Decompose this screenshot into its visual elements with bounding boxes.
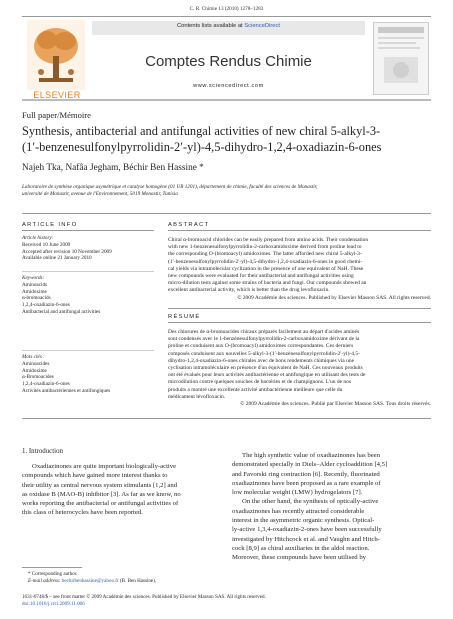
mot-cle: Aminoacides bbox=[22, 360, 50, 367]
body-line: as oxidase B (MAO-B) inhibitor [3]. As far as we know, no bbox=[22, 490, 181, 498]
resume-line: proline et conduisent aux O-(bromoacyl) amidoximes correspondantes. Ces derniers bbox=[168, 343, 354, 350]
mots-cles bbox=[22, 354, 154, 395]
abstract-line: excellent antibacterial activity, which is better than the drug levofloxacin. bbox=[168, 287, 330, 294]
abstract-line: cal yields via intramolecular cyclization in the presence of one equivalent of NaH. These bbox=[168, 265, 364, 272]
author-list: Najeh Tka, Nafâa Jegham, Béchir Ben Hassine * bbox=[22, 163, 204, 173]
resume-line: produits a montré une excellente activité antibactérienne meilleure que celle du bbox=[168, 386, 343, 393]
history-item: Available online 21 January 2010 bbox=[22, 255, 92, 262]
body-line: Oxadiazinones are quite important biologically-active bbox=[32, 463, 177, 470]
resume-line: composés conduisent aux nouvelles 5-alkyl-3-(1′-benzènesulfonylpyrrolidin-2′-yl)-4,5- bbox=[168, 350, 360, 357]
email-line bbox=[22, 578, 221, 585]
intro-right-column bbox=[232, 451, 431, 563]
divider bbox=[22, 418, 431, 419]
keyword: 1,2,4-oxadiazin-6-ones bbox=[22, 302, 70, 309]
divider bbox=[22, 213, 431, 214]
email-link[interactable]: bechirbenhassine@yahoo.fr bbox=[61, 577, 119, 584]
mots-label: Mots clés : bbox=[22, 354, 45, 360]
history-item: Accepted after revision 10 November 2009 bbox=[22, 248, 112, 255]
divider bbox=[168, 308, 431, 309]
body-line: compounds which have gained more interest thanks to bbox=[22, 472, 168, 480]
body-line: oxadiazinones have been proposed as a rare example of bbox=[232, 479, 381, 487]
keyword: Aminoacids bbox=[22, 281, 48, 288]
corresponding-author: * Corresponding author. bbox=[28, 571, 78, 577]
divider bbox=[22, 271, 154, 272]
article-title bbox=[22, 124, 434, 155]
doi-link[interactable]: doi:10.1016/j.crci.2009.11.006 bbox=[22, 600, 85, 607]
keyword: α-bromoacids bbox=[22, 295, 51, 302]
article-history bbox=[22, 235, 154, 262]
sciencedirect-link[interactable]: ScienceDirect bbox=[244, 23, 281, 29]
resume-line: ont été évalués pour leurs activités antibactérienne et antifongique en utilisant des tests de bbox=[168, 372, 366, 379]
abstract-body bbox=[168, 237, 431, 302]
divider bbox=[168, 230, 431, 231]
journal-title: Comptes Rendus Chimie bbox=[145, 53, 312, 70]
title-line: Synthesis, antibacterial and antifungal activities of new chiral 5-alkyl-3- bbox=[22, 124, 381, 138]
title-line: (1′-benzenesulfonylpyrrolidin-2′-yl)-4,5-dihydro-1,2,4-oxadiazin-6-ones bbox=[22, 139, 382, 154]
abstract-line: Chiral α-bromoacid chlorides can be easily prepared from amino acids. Their condensation bbox=[168, 237, 369, 243]
affiliation bbox=[22, 184, 422, 198]
keywords bbox=[22, 275, 154, 316]
abstract-line: the corresponding O-(bromoacyl) amidoximes. The latter afforded new chiral 5-alkyl-3- bbox=[168, 251, 362, 258]
mot-cle: Amidoxime bbox=[22, 367, 47, 374]
abstract-line: (1′-benzenesulfonylpyrrolidin-2′-yl)-4,5-dihydro-1,2,4-oxadiazin-6-ones in good chemi- bbox=[168, 258, 363, 265]
resume-line: Des chlorures de α-bromoacides chiraux préparés facilement au départ d'acides aminés bbox=[168, 329, 360, 335]
body-line: cock [8,9] as chiral auxiliaries in the aldol reaction. bbox=[232, 544, 370, 552]
body-line: and Favorski ring contraction [6]. Recently, fluorinated bbox=[232, 470, 380, 478]
keywords-label: Keywords: bbox=[22, 275, 45, 281]
body-line: oxadiazinones has recently attracted considerable bbox=[232, 507, 365, 515]
abstract-heading: ABSTRACT bbox=[168, 222, 210, 228]
body-line: On the other hand, the synthesis of optically-active bbox=[242, 498, 379, 506]
contents-line bbox=[92, 23, 365, 29]
article-info-heading: ARTICLE INFO bbox=[22, 222, 78, 228]
mot-cle: Activités antibactériennes et antifongiques bbox=[22, 387, 111, 394]
body-line: ly-active 1,3,4-oxadiazin-2-ones have been successfully bbox=[232, 526, 382, 534]
resume-line: médicament lévofloxacin. bbox=[168, 393, 226, 400]
divider bbox=[168, 322, 431, 323]
mot-cle: 1,2,4-oxadiazin-6-ones bbox=[22, 381, 70, 388]
resume-line: sont condensés avec le 1-benzènesulfonylpyrrolidin-2-carboxamidoxime dérivant de la bbox=[168, 336, 360, 343]
footnote-rule bbox=[22, 567, 82, 568]
front-matter bbox=[22, 594, 431, 607]
body-line: works reporting the antibacterial or antifungal activities of bbox=[22, 500, 179, 508]
abstract-line: micro-dilution tests against some strains of bacteria and fungi. Our compounds showed an bbox=[168, 280, 367, 287]
body-line: The high synthetic value of oxadiazinones has been bbox=[242, 452, 380, 459]
abstract-copyright: © 2009 Académie des sciences. Published by Elsevier Masson SAS. All rights reserved. bbox=[237, 294, 431, 301]
body-line: investigated by Hitchcock et al. and Vaughn and Hitch- bbox=[232, 535, 380, 543]
history-label: Article history: bbox=[22, 235, 54, 241]
resume-heading: RÉSUMÉ bbox=[168, 314, 201, 320]
body-line: Moreover, these compounds have been utilised by bbox=[232, 554, 367, 562]
journal-url[interactable]: www.sciencedirect.com bbox=[193, 83, 264, 89]
resume-line: dihydro-1,2,4-oxadiazin-6-ones chirales avec de bons rendements chimiques via une bbox=[168, 357, 355, 364]
body-line: demonstrated specially in Diels–Alder cycloaddition [4,5] bbox=[232, 461, 388, 469]
journal-cover-thumbnail bbox=[373, 22, 429, 95]
resume-body bbox=[168, 329, 431, 408]
resume-copyright: © 2009 Académie des sciences. Publié par Elsevier Masson SAS. Tous droits réservés. bbox=[240, 401, 431, 408]
body-line: this class of heterocycles have been reported. bbox=[22, 509, 143, 517]
contents-prefix: Contents lists available at bbox=[176, 23, 245, 29]
email-label: E-mail address: bbox=[28, 577, 62, 584]
history-item: Received 10 June 2009 bbox=[22, 241, 71, 248]
resume-line: cyclisation intramoléculaire en présence d'un équivalent de NaH. Ces nouveaux produits bbox=[168, 365, 363, 372]
footnote bbox=[22, 571, 221, 584]
publisher-name: ELSEVIER bbox=[33, 90, 81, 100]
elsevier-tree-logo bbox=[27, 20, 85, 90]
body-line: low molecular weight (LMW) hydrogelators [7]. bbox=[232, 489, 363, 497]
keyword: Amidoxime bbox=[22, 288, 47, 295]
keyword: Antibacterial and antifungal activities bbox=[22, 308, 101, 315]
abstract-line: new compounds were evaluated for their antibacterial and antifungal activities using bbox=[168, 273, 354, 280]
journal-reference: C. R. Chimie 13 (2010) 1278–1283 bbox=[189, 6, 264, 12]
divider bbox=[22, 350, 154, 351]
mot-cle: α-Bromoacides bbox=[22, 374, 54, 381]
intro-left-column bbox=[22, 462, 221, 518]
body-line: their utility as central nervous system stimulants [1,2] and bbox=[22, 481, 178, 489]
abstract-line: with new 1-benzenesulfonylpyrrolidin-2-carboxamidoxime derived from proline lead to bbox=[168, 244, 362, 251]
front-matter-line: 1631-0748/$ – see front matter © 2009 Académie des sciences. Published by Elsevier Masson SAS. All rights reserved. bbox=[22, 594, 266, 600]
email-suffix: (B. Ben Hassine). bbox=[118, 577, 157, 584]
resume-line: microdilution contre quelques souches de bactéries et de champignons. L'un de nos bbox=[168, 379, 352, 386]
section-heading: 1. Introduction bbox=[22, 448, 63, 455]
article-type: Full paper/Mémoire bbox=[22, 110, 91, 120]
affiliation-line: université de Monastir, avenue de l'Environnement, 5019 Monastir, Tunisia bbox=[22, 191, 178, 197]
body-line: interest in the asymmetric organic synthesis. Optical- bbox=[232, 517, 375, 525]
affiliation-line: Laboratoire de synthèse organique asymétrique et catalyse homogène (01 UR 1201), département de chimie, faculté des sciences de Monastir, bbox=[22, 184, 318, 190]
divider bbox=[22, 230, 154, 231]
